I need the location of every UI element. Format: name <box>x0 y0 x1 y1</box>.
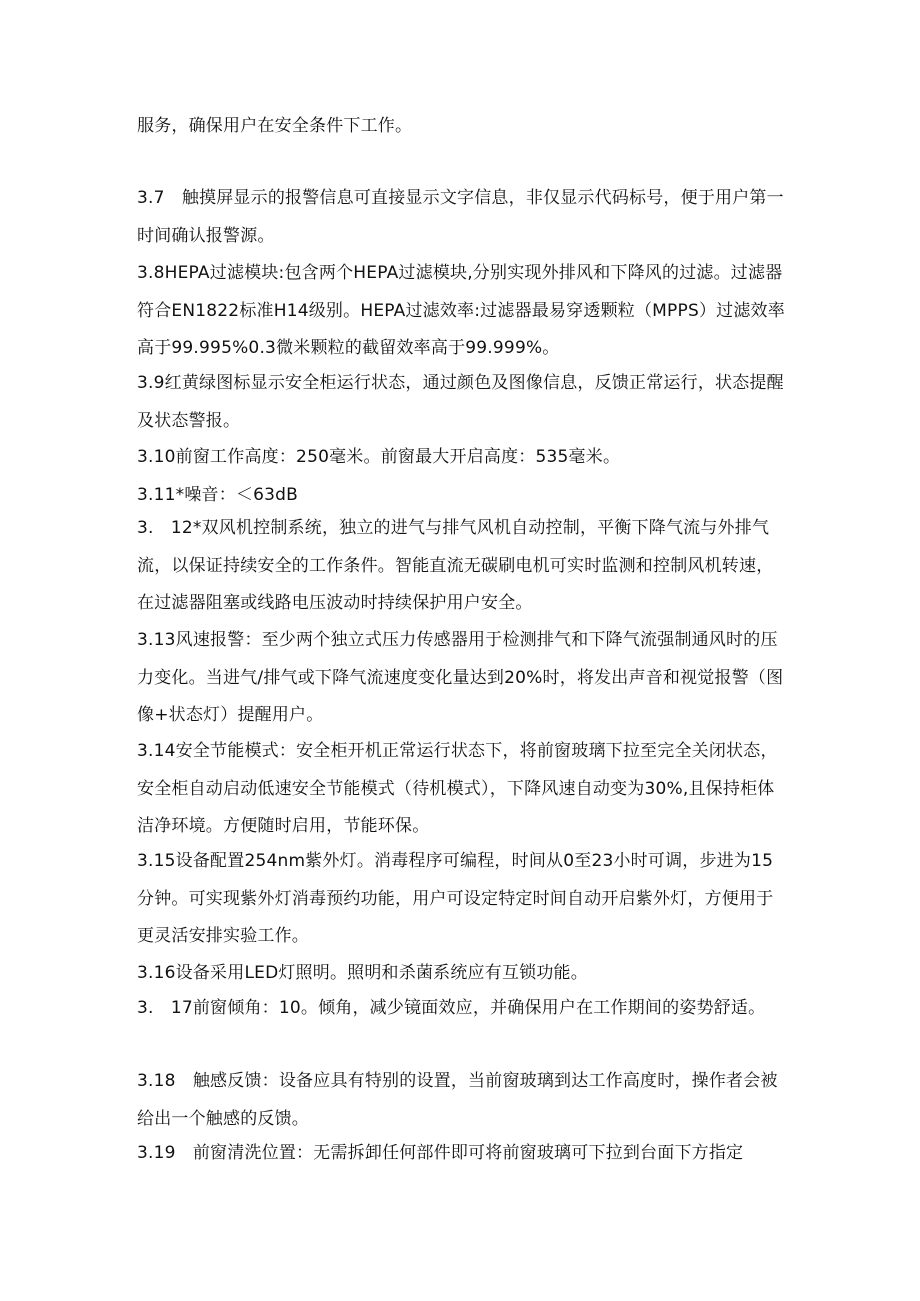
paragraph-3-7: 3.7 触摸屏显示的报警信息可直接显示文字信息，非仅显示代码标号，便于用户第一时间确认报警源。 <box>137 188 784 246</box>
paragraph-3-8: 3.8HEPA过滤模块:包含两个HEPA过滤模块,分别实现外排风和下降风的过滤。过滤器符合EN1822标准H14级别。HEPA过滤效率:过滤器最易穿透颗粒（MPPS）过滤效率高于99.995%0.3微米颗粒的截留效率高于99.999%。 <box>137 263 785 358</box>
paragraph-service: 服务，确保用户在安全条件下工作。 <box>137 116 413 136</box>
paragraph-3-11: 3.11*噪音：＜63dB <box>137 485 299 505</box>
paragraph-3-9: 3.9红黄绿图标显示安全柜运行状态，通过颜色及图像信息，反馈正常运行，状态提醒及状态警报。 <box>137 373 784 431</box>
paragraph-3-13: 3.13风速报警：至少两个独立式压力传感器用于检测排气和下降气流强制通风时的压力变化。当进气/排气或下降气流速度变化量达到20%时，将发出声音和视觉报警（图像+状态灯）提醒用户。 <box>137 630 784 725</box>
paragraph-3-12: 3. 12*双风机控制系统，独立的进气与排气风机自动控制，平衡下降气流与外排气流，以保证持续安全的工作条件。智能直流无碳刷电机可实时监测和控制风机转速，在过滤器阻塞或线路电压波动时持续保护用户安全。 <box>137 518 774 613</box>
paragraph-3-18: 3.18 触感反馈：设备应具有特别的设置，当前窗玻璃到达工作高度时，操作者会被给出一个触感的反馈。 <box>137 1071 778 1129</box>
paragraph-3-16: 3.16设备采用LED灯照明。照明和杀菌系统应有互锁功能。 <box>137 963 588 983</box>
paragraph-3-15: 3.15设备配置254nm紫外灯。消毒程序可编程，时间从0至23小时可调，步进为15分钟。可实现紫外灯消毒预约功能，用户可设定特定时间自动开启紫外灯，方便用于更灵活安排实验工作。 <box>137 851 774 946</box>
paragraph-3-19: 3.19 前窗清洗位置：无需拆卸任何部件即可将前窗玻璃可下拉到台面下方指定 <box>137 1143 744 1163</box>
paragraph-3-17: 3. 17前窗倾角：10。倾角，减少镜面效应，并确保用户在工作期间的姿势舒适。 <box>137 998 766 1018</box>
paragraph-3-10: 3.10前窗工作高度：250毫米。前窗最大开启高度：535毫米。 <box>137 447 621 467</box>
paragraph-3-14: 3.14安全节能模式：安全柜开机正常运行状态下，将前窗玻璃下拉至完全关闭状态，安全柜自动启动低速安全节能模式（待机模式），下降风速自动变为30%,且保持柜体洁净环境。方便随时启用，节能环保。 <box>137 741 778 836</box>
